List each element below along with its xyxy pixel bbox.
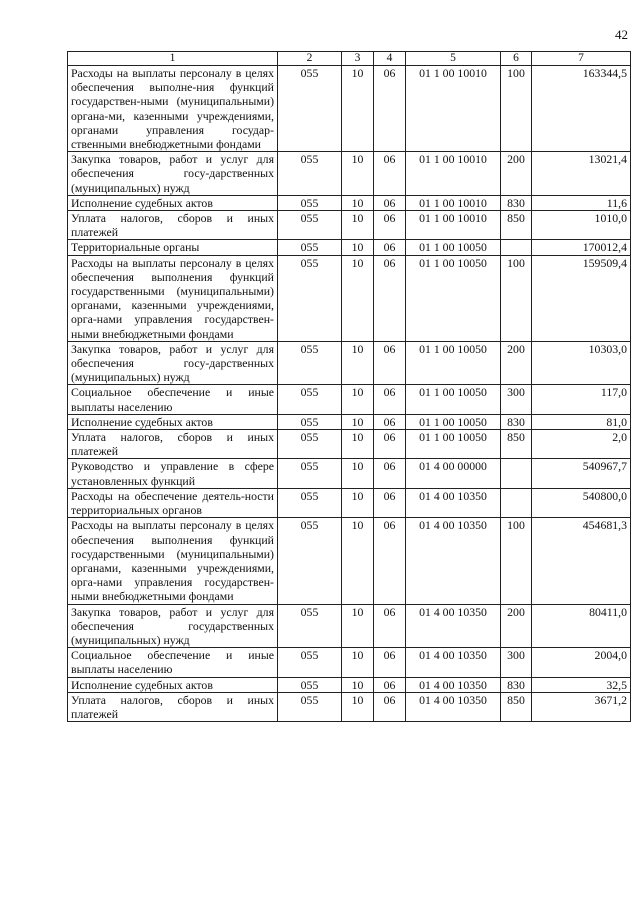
row-name-cell: Расходы на выплаты персоналу в целях обеспечения выполне-ния функций государствен-ными (муниципальными) органа-ми, казенными учреждениями, органами управления государ-ственными внебюджетными фондами [68,66,278,152]
header-cell: 3 [342,52,374,66]
grbs-code-cell: 055 [278,488,342,517]
table-body [68,66,631,722]
amount-cell: 540967,7 [532,459,631,488]
amount-cell: 540800,0 [532,488,631,517]
grbs-code-cell: 055 [278,430,342,459]
section-code-cell: 10 [342,677,374,692]
table-row [68,604,631,648]
grbs-code-cell: 055 [278,648,342,677]
amount-cell: 10303,0 [532,341,631,385]
section-code-cell: 10 [342,430,374,459]
target-article-cell: 01 1 00 10010 [406,66,501,152]
subsection-code-cell: 06 [374,385,406,414]
subsection-code-cell: 06 [374,240,406,255]
target-article-cell: 01 1 00 10050 [406,430,501,459]
table-row [68,385,631,414]
header-cell: 1 [68,52,278,66]
amount-cell: 454681,3 [532,518,631,604]
row-name-cell: Исполнение судебных актов [68,677,278,692]
grbs-code-cell: 055 [278,677,342,692]
table-row [68,240,631,255]
budget-table [67,51,631,722]
amount-cell: 3671,2 [532,692,631,721]
target-article-cell: 01 4 00 10350 [406,604,501,648]
expense-type-cell: 100 [501,518,532,604]
target-article-cell: 01 1 00 10010 [406,152,501,196]
grbs-code-cell: 055 [278,692,342,721]
amount-cell: 117,0 [532,385,631,414]
grbs-code-cell: 055 [278,385,342,414]
table-row [68,255,631,341]
target-article-cell: 01 1 00 10010 [406,195,501,210]
section-code-cell: 10 [342,195,374,210]
row-name-cell: Территориальные органы [68,240,278,255]
grbs-code-cell: 055 [278,240,342,255]
target-article-cell: 01 4 00 10350 [406,677,501,692]
row-name-cell: Уплата налогов, сборов и иных платежей [68,430,278,459]
table-row [68,518,631,604]
amount-cell: 163344,5 [532,66,631,152]
table-row [68,488,631,517]
subsection-code-cell: 06 [374,430,406,459]
expense-type-cell: 100 [501,66,532,152]
amount-cell: 170012,4 [532,240,631,255]
section-code-cell: 10 [342,692,374,721]
amount-cell: 1010,0 [532,211,631,240]
table-row [68,341,631,385]
table-row [68,66,631,152]
amount-cell: 13021,4 [532,152,631,196]
grbs-code-cell: 055 [278,152,342,196]
amount-cell: 80411,0 [532,604,631,648]
section-code-cell: 10 [342,488,374,517]
section-code-cell: 10 [342,459,374,488]
subsection-code-cell: 06 [374,518,406,604]
subsection-code-cell: 06 [374,66,406,152]
amount-cell: 11,6 [532,195,631,210]
subsection-code-cell: 06 [374,692,406,721]
table-row [68,459,631,488]
row-name-cell: Закупка товаров, работ и услуг для обеспечения государственных (муниципальных) нужд [68,604,278,648]
expense-type-cell [501,240,532,255]
grbs-code-cell: 055 [278,211,342,240]
expense-type-cell [501,459,532,488]
table-row [68,430,631,459]
header-cell: 7 [532,52,631,66]
expense-type-cell: 200 [501,152,532,196]
header-cell: 4 [374,52,406,66]
expense-type-cell: 300 [501,385,532,414]
row-name-cell: Социальное обеспечение и иные выплаты населению [68,385,278,414]
section-code-cell: 10 [342,341,374,385]
target-article-cell: 01 4 00 10350 [406,488,501,517]
table-row [68,692,631,721]
row-name-cell: Расходы на выплаты персоналу в целях обеспечения выполнения функций государственными (муниципальными) органами, казенными учреждениями, орга-нами управления государствен-ными внебюджетными фондами [68,255,278,341]
header-cell: 6 [501,52,532,66]
row-name-cell: Закупка товаров, работ и услуг для обеспечения госу-дарственных (муниципальных) нужд [68,152,278,196]
page-number: 42 [615,27,628,42]
row-name-cell: Социальное обеспечение и иные выплаты населению [68,648,278,677]
header-row [68,52,631,66]
expense-type-cell: 830 [501,414,532,429]
target-article-cell: 01 1 00 10050 [406,385,501,414]
section-code-cell: 10 [342,648,374,677]
row-name-cell: Руководство и управление в сфере установленных функций [68,459,278,488]
target-article-cell: 01 1 00 10050 [406,414,501,429]
target-article-cell: 01 1 00 10050 [406,255,501,341]
target-article-cell: 01 4 00 00000 [406,459,501,488]
section-code-cell: 10 [342,518,374,604]
row-name-cell: Исполнение судебных актов [68,195,278,210]
section-code-cell: 10 [342,66,374,152]
grbs-code-cell: 055 [278,459,342,488]
grbs-code-cell: 055 [278,604,342,648]
section-code-cell: 10 [342,255,374,341]
amount-cell: 159509,4 [532,255,631,341]
subsection-code-cell: 06 [374,604,406,648]
table-row [68,648,631,677]
grbs-code-cell: 055 [278,66,342,152]
target-article-cell: 01 1 00 10050 [406,240,501,255]
expense-type-cell: 200 [501,604,532,648]
grbs-code-cell: 055 [278,195,342,210]
row-name-cell: Исполнение судебных актов [68,414,278,429]
expense-type-cell: 830 [501,677,532,692]
expense-type-cell: 830 [501,195,532,210]
subsection-code-cell: 06 [374,677,406,692]
section-code-cell: 10 [342,211,374,240]
table-row [68,211,631,240]
section-code-cell: 10 [342,604,374,648]
grbs-code-cell: 055 [278,518,342,604]
subsection-code-cell: 06 [374,255,406,341]
grbs-code-cell: 055 [278,341,342,385]
target-article-cell: 01 1 00 10010 [406,211,501,240]
subsection-code-cell: 06 [374,488,406,517]
amount-cell: 2,0 [532,430,631,459]
amount-cell: 32,5 [532,677,631,692]
table-header [68,52,631,66]
table-row [68,195,631,210]
row-name-cell: Закупка товаров, работ и услуг для обеспечения госу-дарственных (муниципальных) нужд [68,341,278,385]
subsection-code-cell: 06 [374,459,406,488]
row-name-cell: Расходы на выплаты персоналу в целях обеспечения выполнения функций государственными (муниципальными) органами, казенными учреждениями, орга-нами управления государствен-ными внебюджетными фондами [68,518,278,604]
header-cell: 2 [278,52,342,66]
target-article-cell: 01 4 00 10350 [406,648,501,677]
section-code-cell: 10 [342,152,374,196]
expense-type-cell: 850 [501,430,532,459]
section-code-cell: 10 [342,385,374,414]
grbs-code-cell: 055 [278,255,342,341]
table-row [68,414,631,429]
expense-type-cell: 850 [501,211,532,240]
expense-type-cell: 850 [501,692,532,721]
amount-cell: 81,0 [532,414,631,429]
subsection-code-cell: 06 [374,152,406,196]
target-article-cell: 01 1 00 10050 [406,341,501,385]
expense-type-cell: 300 [501,648,532,677]
table-row [68,677,631,692]
target-article-cell: 01 4 00 10350 [406,518,501,604]
amount-cell: 2004,0 [532,648,631,677]
expense-type-cell: 200 [501,341,532,385]
row-name-cell: Уплата налогов, сборов и иных платежей [68,692,278,721]
target-article-cell: 01 4 00 10350 [406,692,501,721]
row-name-cell: Уплата налогов, сборов и иных платежей [68,211,278,240]
section-code-cell: 10 [342,240,374,255]
subsection-code-cell: 06 [374,648,406,677]
expense-type-cell: 100 [501,255,532,341]
row-name-cell: Расходы на обеспечение деятель-ности территориальных органов [68,488,278,517]
subsection-code-cell: 06 [374,414,406,429]
subsection-code-cell: 06 [374,341,406,385]
expense-type-cell [501,488,532,517]
subsection-code-cell: 06 [374,195,406,210]
table-row [68,152,631,196]
grbs-code-cell: 055 [278,414,342,429]
section-code-cell: 10 [342,414,374,429]
header-cell: 5 [406,52,501,66]
subsection-code-cell: 06 [374,211,406,240]
